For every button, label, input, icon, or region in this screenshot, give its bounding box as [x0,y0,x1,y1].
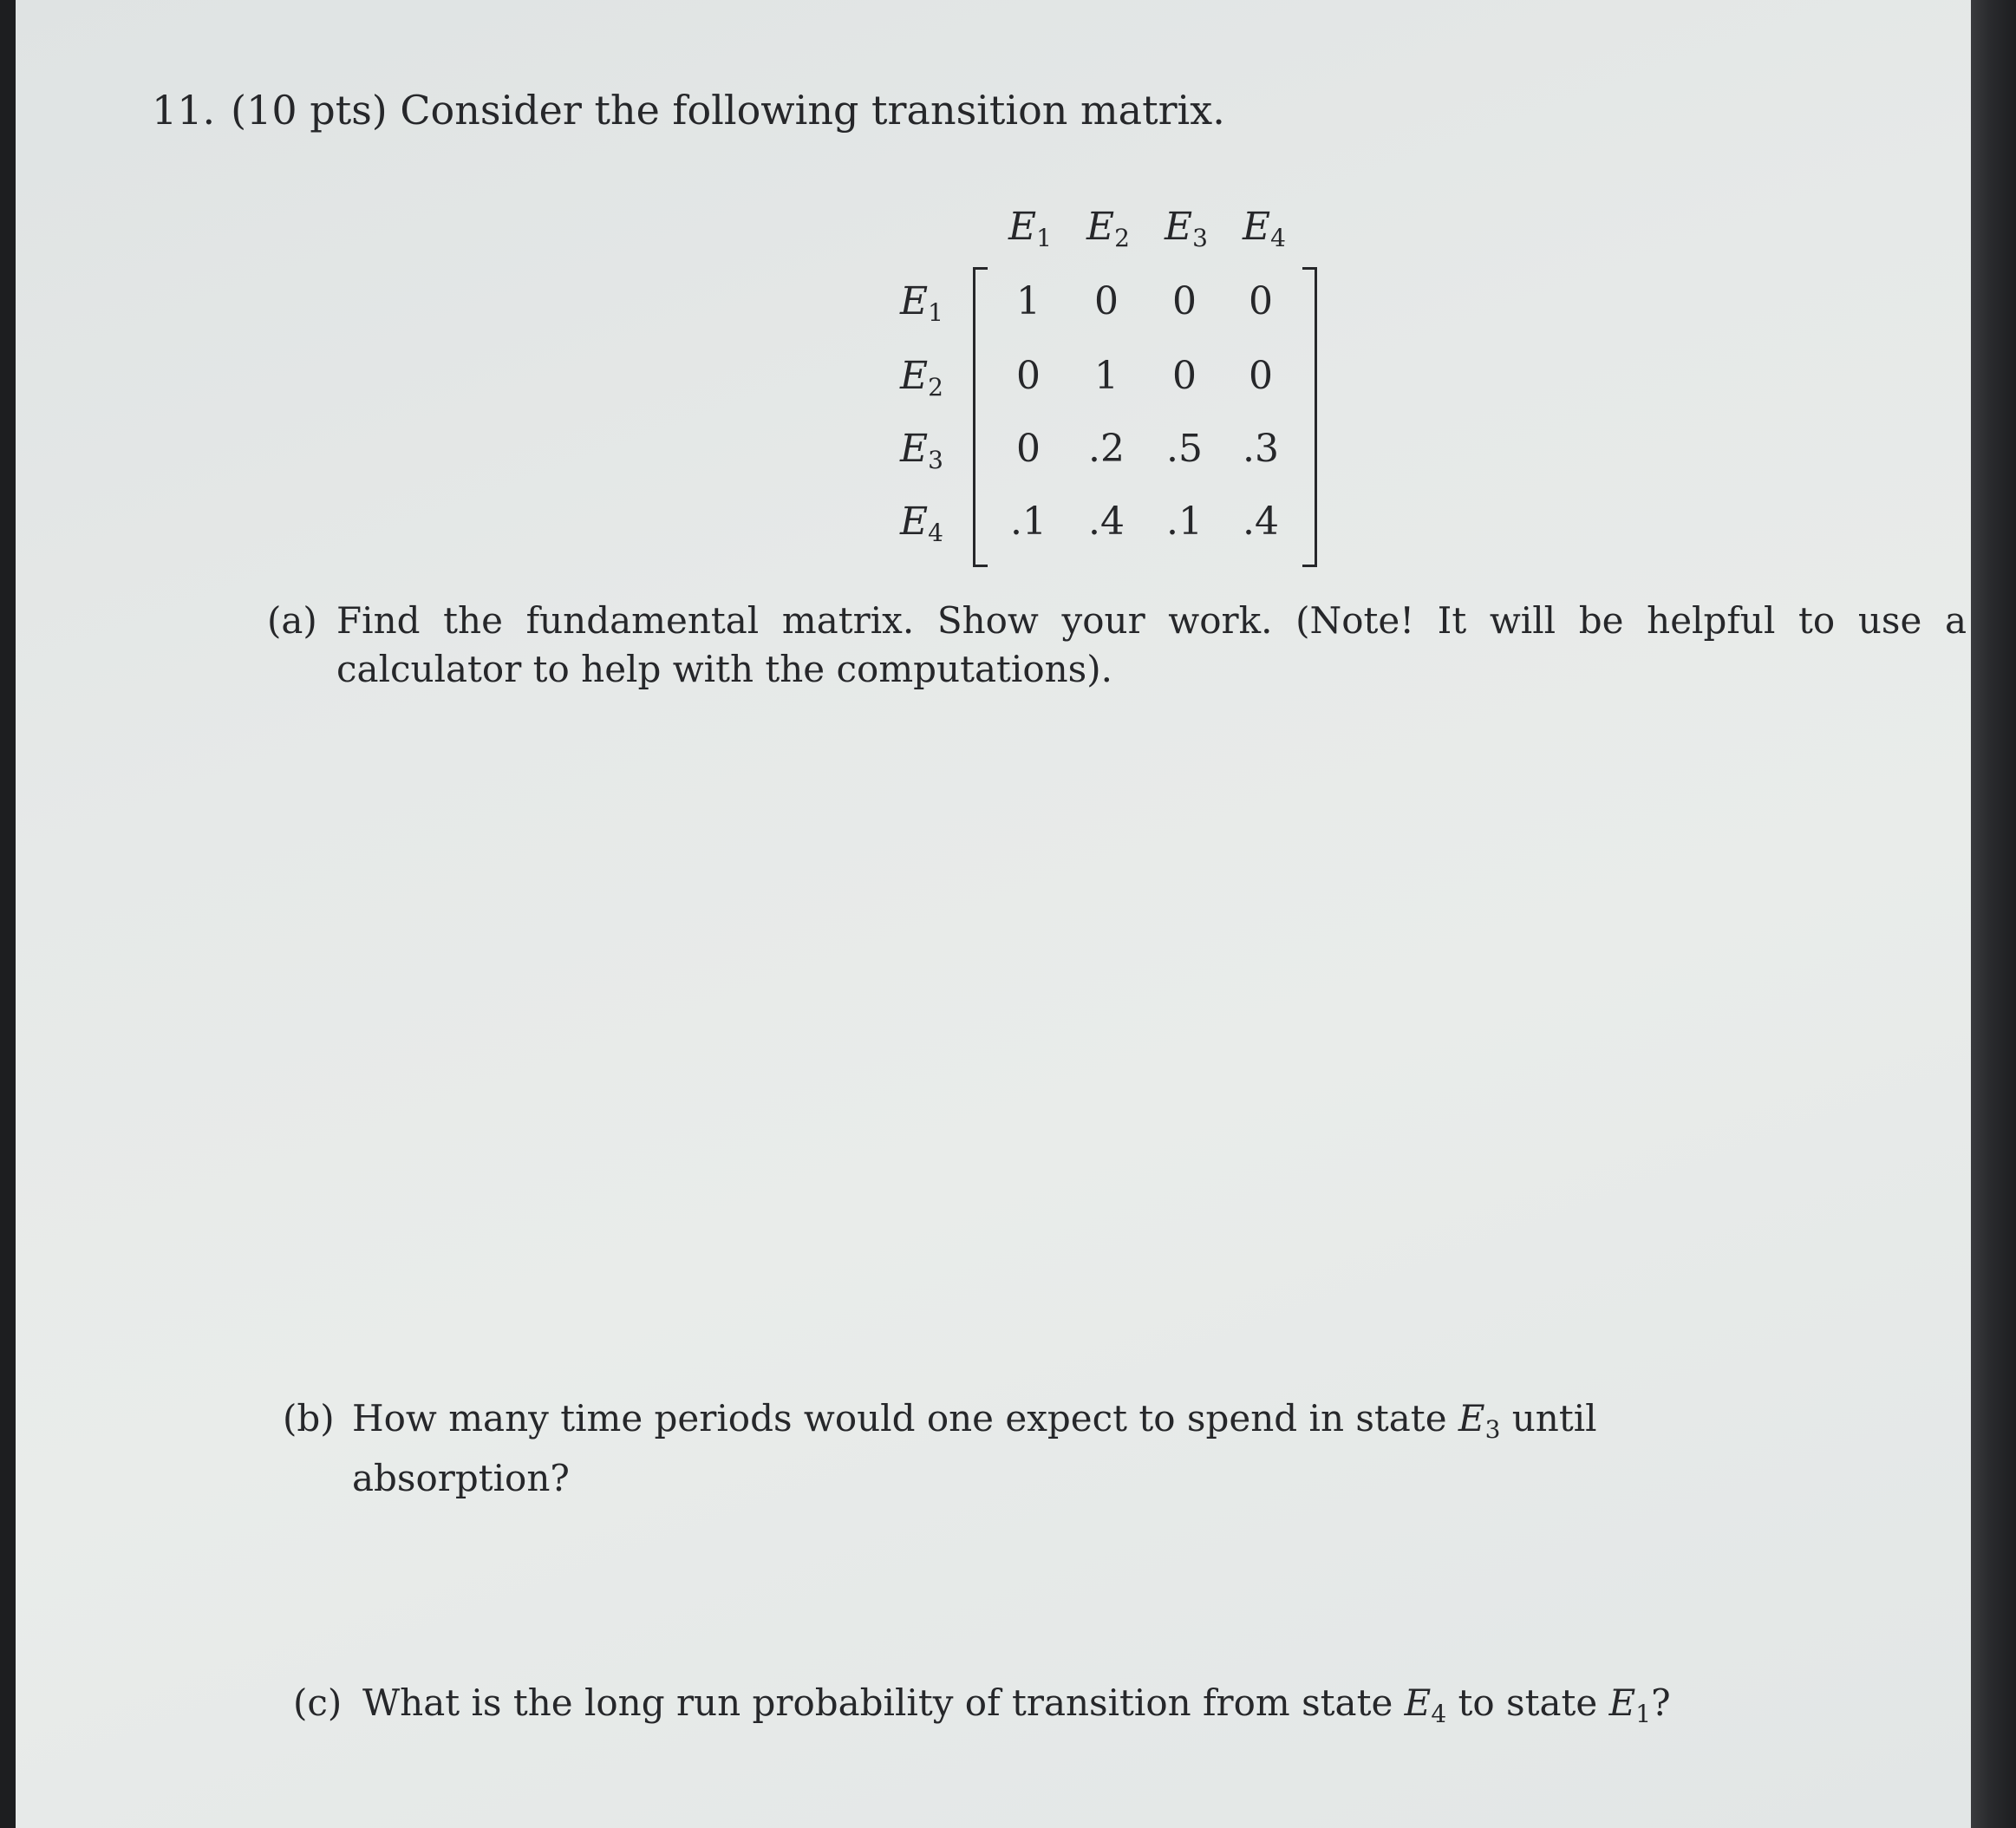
state-symbol: E [1608,1681,1636,1724]
part-a-text: Find the fundamental matrix. Show your work. (Note! It will be helpful to use a calculator to help with the computations). [336,599,1967,690]
matrix-cell: .1 [1010,499,1047,544]
part-b-label: (b) [283,1397,335,1440]
col-label-e4: $E_4$ [1243,205,1286,252]
matrix-cell: .4 [1088,499,1125,544]
row-label-e4: $E_4$ [900,499,943,547]
matrix-left-bracket [973,267,988,567]
matrix-cell: .4 [1243,499,1279,544]
row-label-e1: $E_1$ [900,279,943,327]
col-label-e2: $E_2$ [1086,205,1130,252]
transition-matrix [883,199,1368,572]
matrix-cell: 1 [1094,354,1119,398]
row-label-e3: $E_3$ [900,427,943,474]
part-c-label: (c) [293,1681,343,1724]
matrix-cell: 0 [1172,354,1197,398]
matrix-cell: 0 [1016,354,1041,398]
part-c-text: What is the long run probability of transition from state $E_4$ to state $E_1$? [362,1681,1671,1728]
row-label-e2: $E_2$ [900,354,943,402]
matrix-cell: 0 [1249,279,1273,323]
matrix-right-bracket [1302,267,1317,567]
part-b-text: How many time periods would one expect to spend in state $E_3$ until absorption? [352,1397,1597,1499]
matrix-cell: 0 [1249,354,1273,398]
state-symbol: E [1458,1397,1485,1440]
matrix-cell: 0 [1016,427,1041,471]
question-title [152,87,1225,134]
monitor-edge [1971,0,2016,1828]
exam-page [16,0,1971,1828]
matrix-cell: .3 [1243,427,1279,471]
col-label-e1: $E_1$ [1008,205,1052,252]
matrix-cell: 1 [1016,279,1041,323]
matrix-cell: 0 [1172,279,1197,323]
question-number: 11. [152,87,216,134]
matrix-cell: .5 [1166,427,1203,471]
col-label-e3: $E_3$ [1165,205,1208,252]
state-symbol: E [1404,1681,1432,1724]
part-a-label: (a) [267,599,317,642]
question-text: (10 pts) Consider the following transition matrix. [231,87,1225,134]
matrix-cell: .2 [1088,427,1125,471]
matrix-cell: .1 [1166,499,1203,544]
matrix-cell: 0 [1094,279,1119,323]
